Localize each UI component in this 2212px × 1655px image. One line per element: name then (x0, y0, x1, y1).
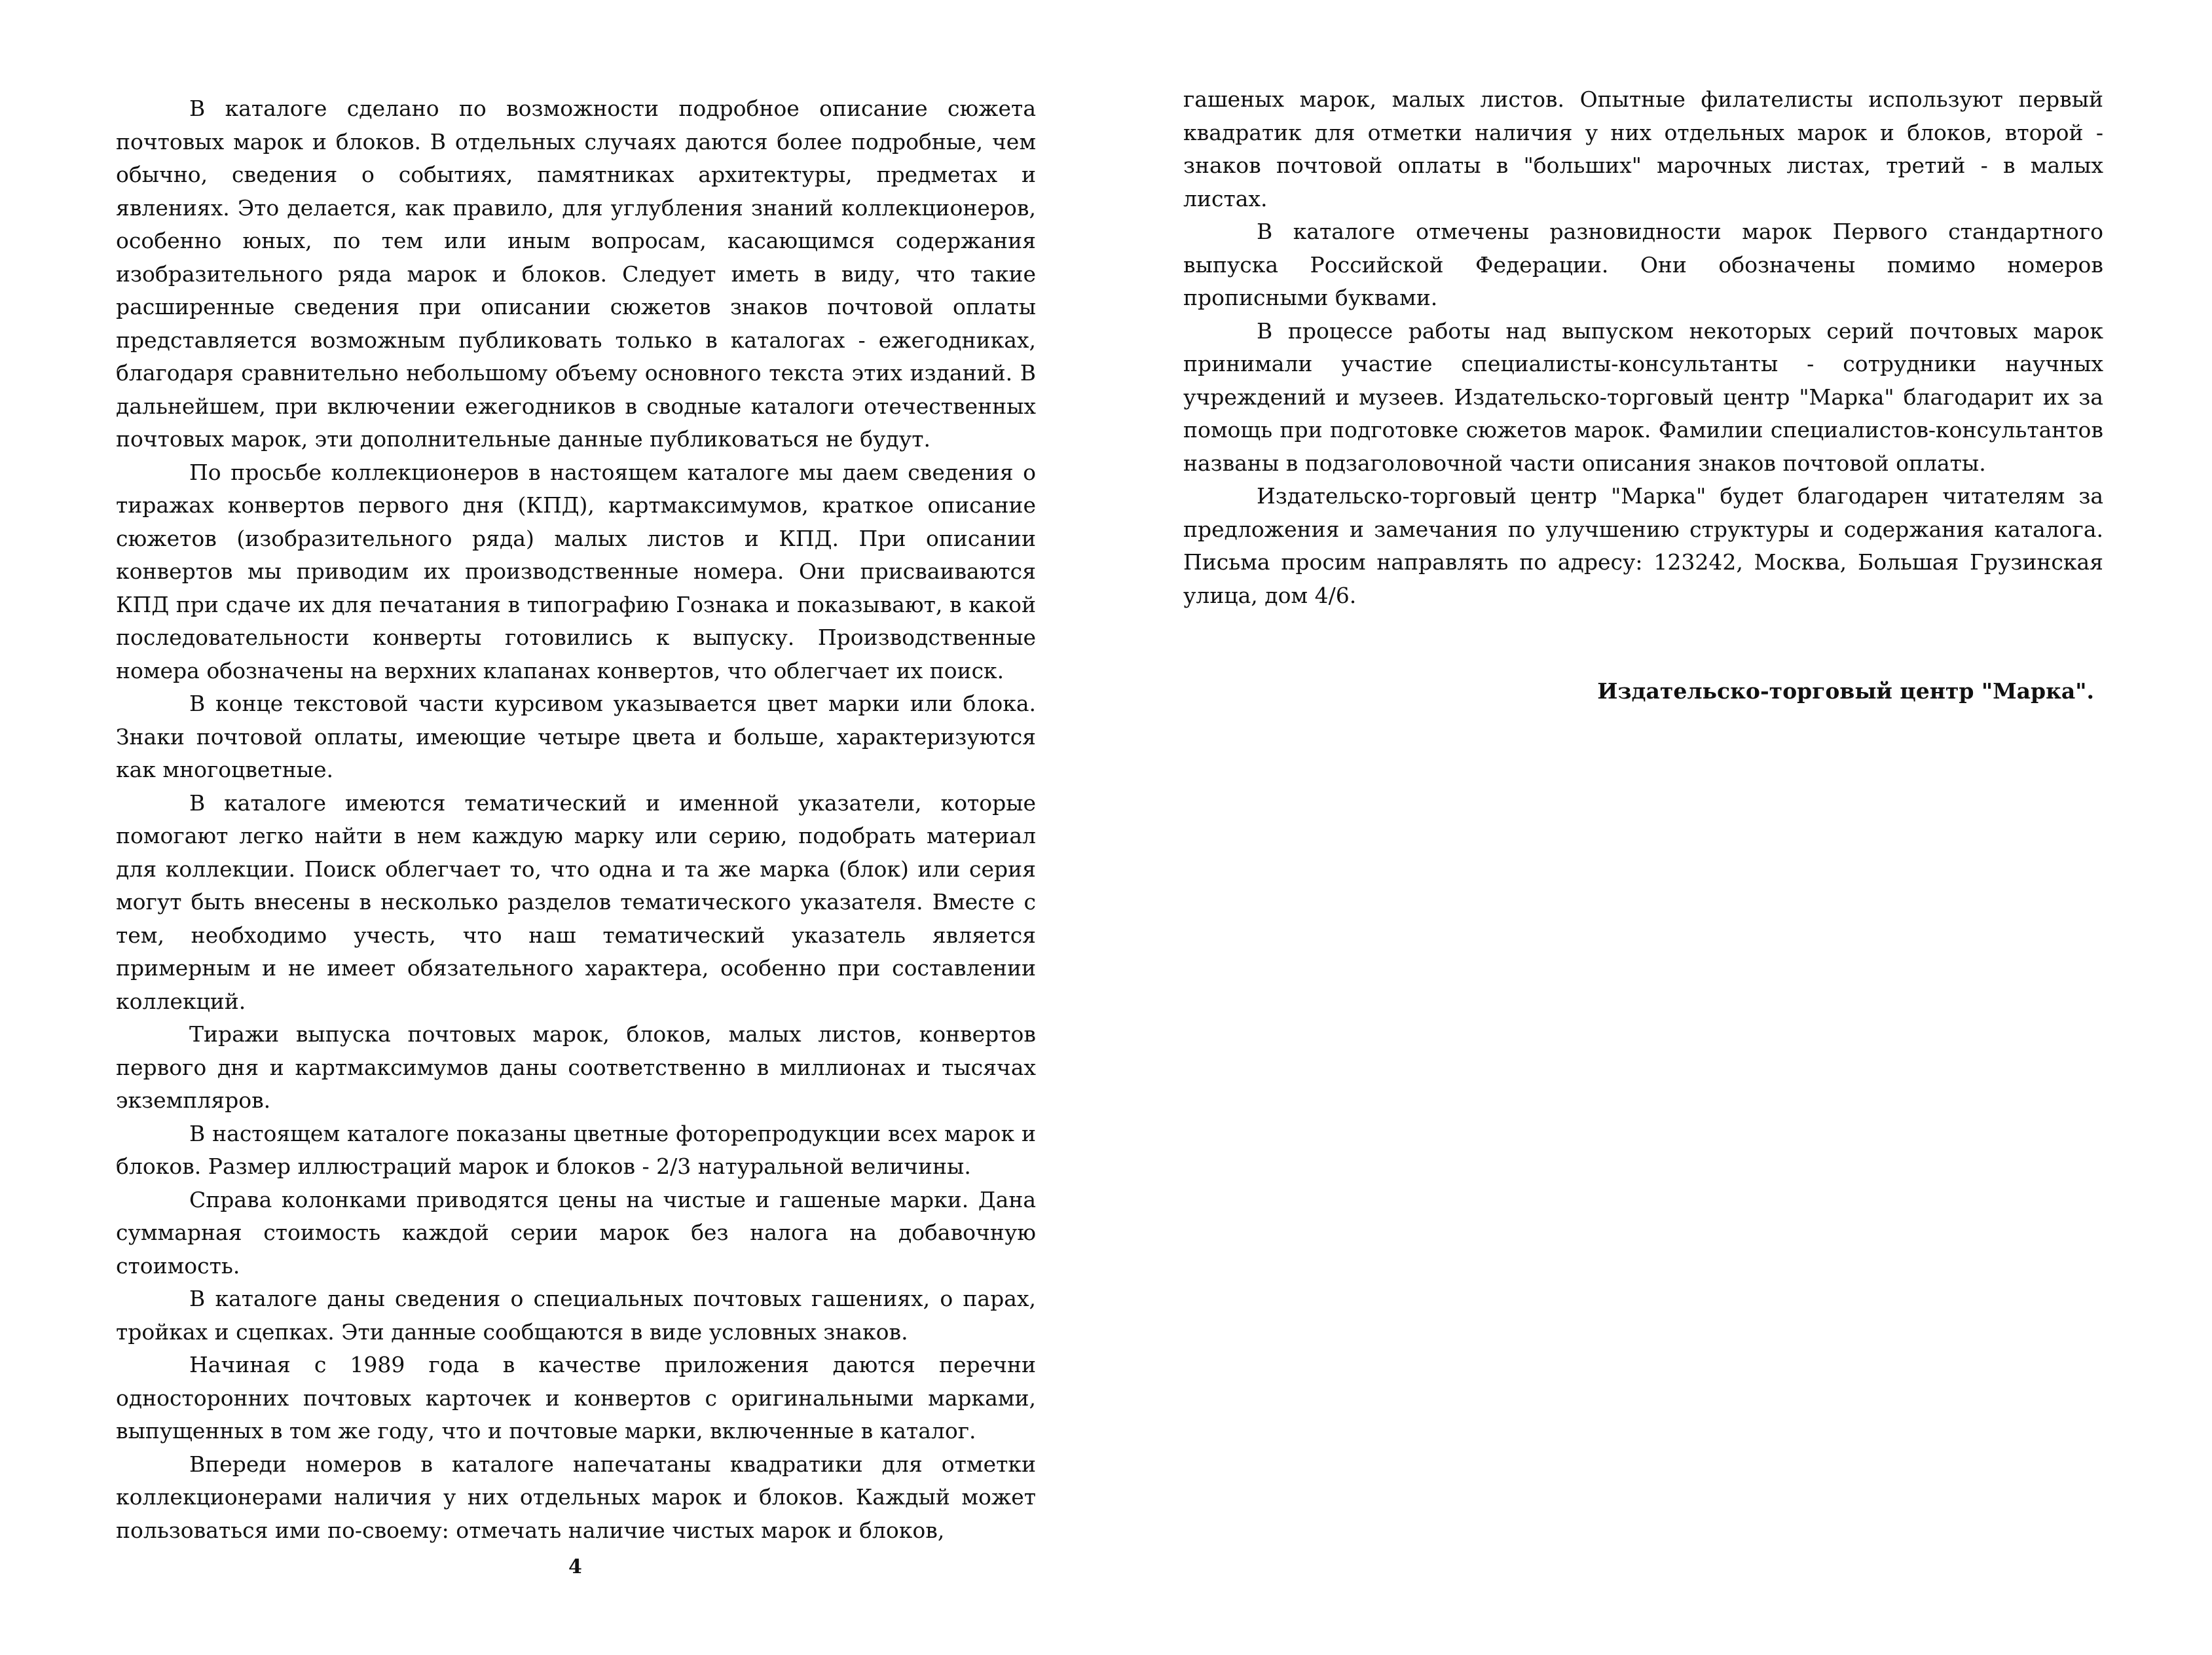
paragraph-continuation: гашеных марок, малых листов. Опытные филателисты используют первый квадратик для отметки наличия у них отдельных марок и блоков, второй - знаков почтовой оплаты в "больших" марочных листах, третий - в малых листах. (1183, 86, 2103, 211)
paragraph: В каталоге сделано по возможности подробное описание сюжета почтовых марок и блоков. В отдельных случаях даются более подробные, чем обычно, сведения о событиях, памятниках архитектуры, предметах и явлениях. Это делается, как правило, для углубления знаний коллекционеров, особенно юных, по тем или иным вопросам, касающимся содержания изобразительного ряда марок и блоков. Следует иметь в виду, что такие расширенные сведения при описании сюжетов знаков почтовой оплаты представляется возможным публиковать только в каталогах - ежегодниках, благодаря сравнительно небольшому объему основного текста этих изданий. В дальнейшем, при включении ежегодников в сводные каталоги отечественных почтовых марок, эти дополнительные данные публиковаться не будут. (116, 96, 1036, 452)
right-page-text (1183, 83, 2103, 612)
paragraph: В каталоге отмечены разновидности марок Первого стандартного выпуска Российской Федерации. Они обозначены помимо номеров прописными буквами. (1183, 219, 2103, 310)
left-page-text (116, 92, 1036, 1547)
paragraph: В настоящем каталоге показаны цветные фоторепродукции всех марок и блоков. Размер иллюстраций марок и блоков - 2/3 натуральной величины. (116, 1120, 1036, 1179)
paragraph: Издательско-торговый центр "Марка" будет благодарен читателям за предложения и замечания по улучшению структуры и содержания каталога. Письма просим направлять по адресу: 123242, Москва, Большая Грузинская улица, дом 4/6. (1183, 483, 2103, 608)
paragraph: В каталоге имеются тематический и именной указатели, которые помогают легко найти в нем каждую марку или серию, подобрать материал для коллекции. Поиск облегчает то, что одна и та же марка (блок) или серия могут быть внесены в несколько разделов тематического указателя. Вместе с тем, необходимо учесть, что наш тематический указатель является примерным и не имеет обязательного характера, особенно при составлении коллекций. (116, 790, 1036, 1014)
page-number: 4 (568, 1555, 582, 1578)
paragraph: Тиражи выпуска почтовых марок, блоков, малых листов, конвертов первого дня и картмаксимумов даны соответственно в миллионах и тысячах экземпляров. (116, 1021, 1036, 1113)
paragraph: В каталоге даны сведения о специальных почтовых гашениях, о парах, тройках и сцепках. Эти данные сообщаются в виде условных знаков. (116, 1286, 1036, 1345)
right-page (1106, 0, 2212, 1655)
paragraph: Начиная с 1989 года в качестве приложения даются перечни односторонних почтовых карточек и конвертов с оригинальными марками, выпущенных в том же году, что и почтовые марки, включенные в каталог. (116, 1352, 1036, 1444)
paragraph: В конце текстовой части курсивом указывается цвет марки или блока. Знаки почтовой оплаты, имеющие четыре цвета и больше, характеризуются как многоцветные. (116, 691, 1036, 782)
paragraph: Справа колонками приводятся цены на чистые и гашеные марки. Дана суммарная стоимость каждой серии марок без налога на добавочную стоимость. (116, 1186, 1036, 1279)
paragraph: Впереди номеров в каталоге напечатаны квадратики для отметки коллекционерами наличия у них отдельных марок и блоков. Каждый может пользоваться ими по-своему: отмечать наличие чистых марок и блоков, (116, 1451, 1036, 1543)
paragraph: По просьбе коллекционеров в настоящем каталоге мы даем сведения о тиражах конвертов первого дня (КПД), картмаксимумов, краткое описание сюжетов (изобразительного ряда) малых листов и КПД. При описании конвертов мы приводим их производственные номера. Они присваиваются КПД при сдаче их для печатания в типографию Гознака и показывают, в какой последовательности конверты готовились к выпуску. Производственные номера обозначены на верхних клапанах конвертов, что облегчает их поиск. (116, 459, 1036, 683)
publisher-signature: Издательско-торговый центр "Марка". (1597, 678, 2094, 704)
paragraph: В процессе работы над выпуском некоторых серий почтовых марок принимали участие специалисты-консультанты - сотрудники научных учреждений и музеев. Издательско-торговый центр "Марка" благодарит их за помощь при подготовке сюжетов марок. Фамилии специалистов-консультантов названы в подзаголовочной части описания знаков почтовой оплаты. (1183, 318, 2103, 476)
